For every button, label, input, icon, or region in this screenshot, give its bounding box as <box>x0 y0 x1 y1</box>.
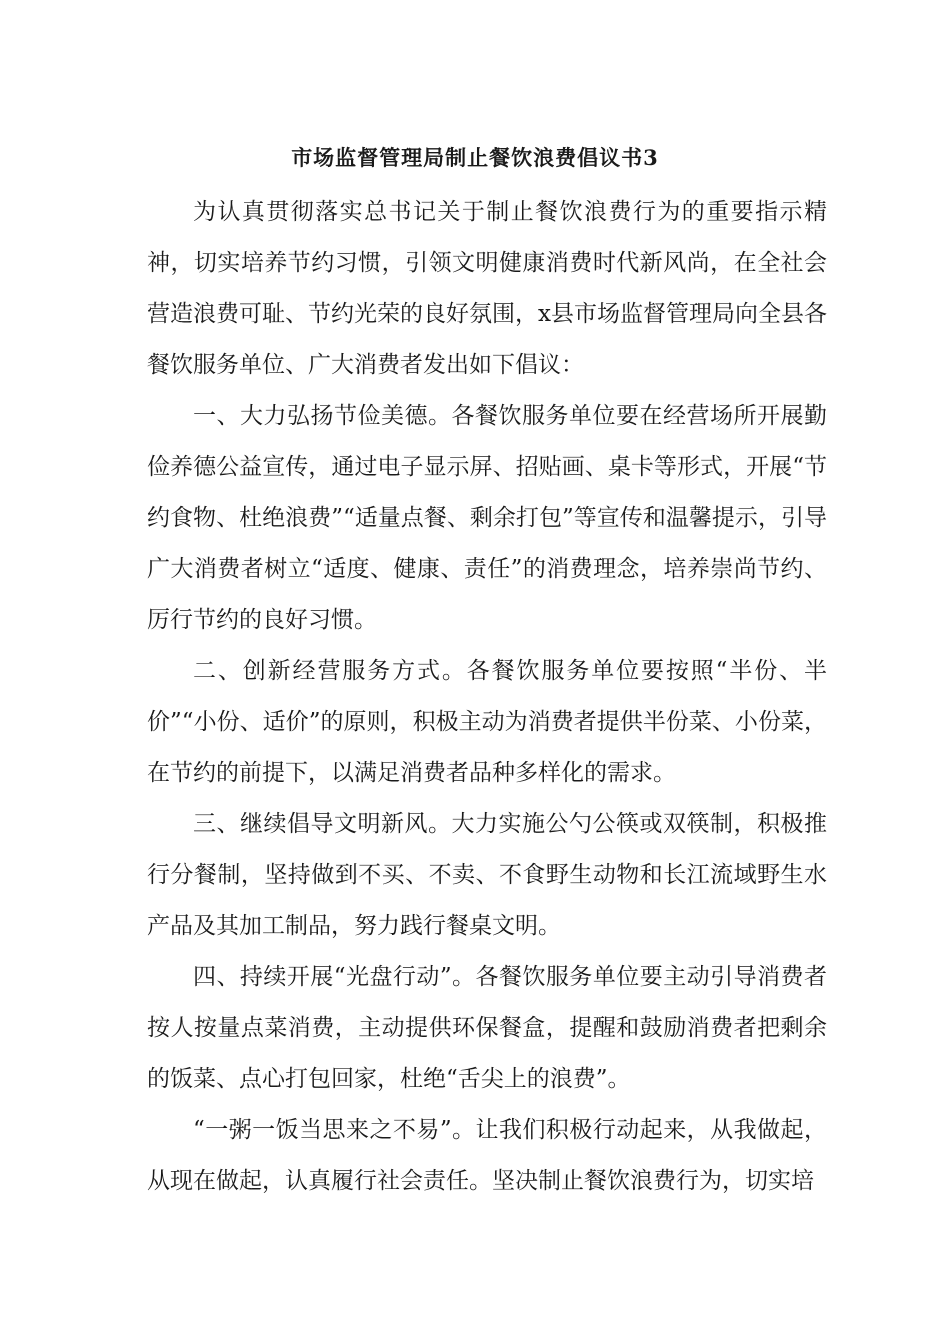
paragraph-intro: 为认真贯彻落实总书记关于制止餐饮浪费行为的重要指示精神，切实培养节约习惯，引领文明健康消费时代新风尚，在全社会营造浪费可耻、节约光荣的良好氛围，x县市场监督管理局向全县各餐饮服务单位、广大消费者发出如下倡议： <box>147 199 827 378</box>
document-title: 市场监督管理局制止餐饮浪费倡议书3 <box>291 145 659 170</box>
paragraph-three: 三、继续倡导文明新风。大力实施公勺公筷或双筷制，积极推行分餐制，坚持做到不买、不卖、不食野生动物和长江流域野生水产品及其加工制品，努力践行餐桌文明。 <box>147 811 827 939</box>
paragraph-closing: “一粥一饭当思来之不易”。让我们积极行动起来，从我做起，从现在做起，认真履行社会责任。坚决制止餐饮浪费行为，切实培 <box>147 1117 827 1194</box>
paragraph-one: 一、大力弘扬节俭美德。各餐饮服务单位要在经营场所开展勤俭养德公益宣传，通过电子显示屏、招贴画、桌卡等形式，开展“节约食物、杜绝浪费”“适量点餐、剩余打包”等宣传和温馨提示，引导广大消费者树立“适度、健康、责任”的消费理念，培养崇尚节约、厉行节约的良好习惯。 <box>147 403 827 633</box>
document-body <box>147 187 827 1207</box>
paragraph-four: 四、持续开展“光盘行动”。各餐饮服务单位要主动引导消费者按人按量点菜消费，主动提供环保餐盒，提醒和鼓励消费者把剩余的饭菜、点心打包回家，杜绝“舌尖上的浪费”。 <box>147 964 827 1092</box>
paragraph-two: 二、创新经营服务方式。各餐饮服务单位要按照“半份、半价”“小份、适价”的原则，积极主动为消费者提供半份菜、小份菜，在节约的前提下，以满足消费者品种多样化的需求。 <box>147 658 827 786</box>
